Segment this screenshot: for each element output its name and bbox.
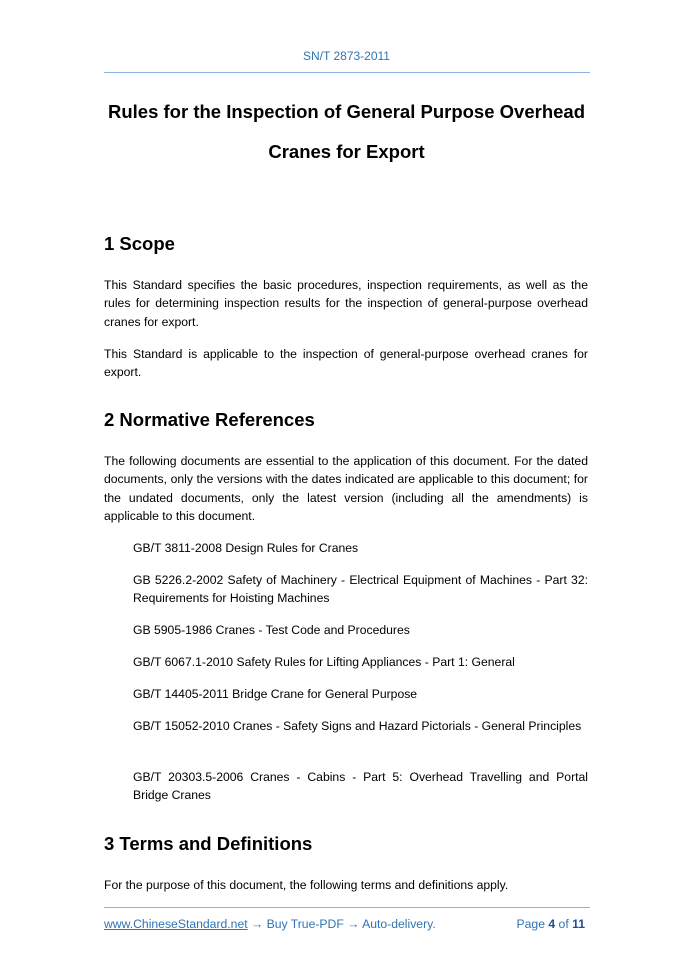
of-label: of — [558, 917, 569, 931]
reference-item: GB/T 15052-2010 Cranes - Safety Signs and Hazard Pictorials - General Principles — [133, 719, 582, 733]
footer-rule — [104, 907, 590, 908]
buy-true-pdf-text: Buy True-PDF — [266, 917, 344, 931]
title-line-2: Cranes for Export — [268, 141, 425, 162]
normative-references-intro: The following documents are essential to the application of this document. For the dated documents, only the versions with the dates indicated are applicable to this document; for the undated documents, only the latest version (including all the amendments) is applicable to this document. — [104, 454, 588, 523]
page-number: 4 — [548, 917, 556, 931]
section-heading-normative-references: 2 Normative References — [104, 409, 315, 430]
page-indicator — [517, 917, 585, 931]
auto-delivery-text: Auto-delivery. — [362, 917, 436, 931]
terms-paragraph: For the purpose of this document, the following terms and definitions apply. — [104, 878, 509, 892]
header-rule — [104, 72, 590, 73]
reference-item: GB 5226.2-2002 Safety of Machinery - Electrical Equipment of Machines - Part 32: Requirements for Hoisting Machines — [133, 573, 588, 606]
section-heading-terms-and-definitions: 3 Terms and Definitions — [104, 833, 313, 854]
reference-item: GB/T 3811-2008 Design Rules for Cranes — [133, 541, 359, 555]
page-total: 11 — [572, 917, 585, 931]
footer-promo — [104, 917, 436, 931]
arrow-right-icon: → — [251, 917, 264, 931]
reference-item: GB/T 20303.5-2006 Cranes - Cabins - Part 5: Overhead Travelling and Portal Bridge Cranes — [133, 770, 588, 803]
page-label: Page — [516, 917, 545, 931]
section-heading-scope: 1 Scope — [104, 233, 175, 254]
title-line-1: Rules for the Inspection of General Purpose Overhead — [108, 101, 585, 122]
arrow-right-icon: → — [347, 917, 360, 931]
chinesestandard-link[interactable]: www.ChineseStandard.net — [104, 917, 248, 931]
document-code: SN/T 2873-2011 — [303, 49, 390, 63]
page-title — [100, 92, 593, 172]
reference-item: GB/T 6067.1-2010 Safety Rules for Lifting Appliances - Part 1: General — [133, 655, 515, 669]
reference-item: GB/T 14405-2011 Bridge Crane for General Purpose — [133, 687, 418, 701]
scope-paragraph-2: This Standard is applicable to the inspection of general-purpose overhead cranes for export. — [104, 347, 588, 380]
reference-item: GB 5905-1986 Cranes - Test Code and Procedures — [133, 623, 410, 637]
scope-paragraph-1: This Standard specifies the basic procedures, inspection requirements, as well as the rules for determining inspection results for the inspection of general-purpose overhead cranes for export. — [104, 278, 588, 329]
